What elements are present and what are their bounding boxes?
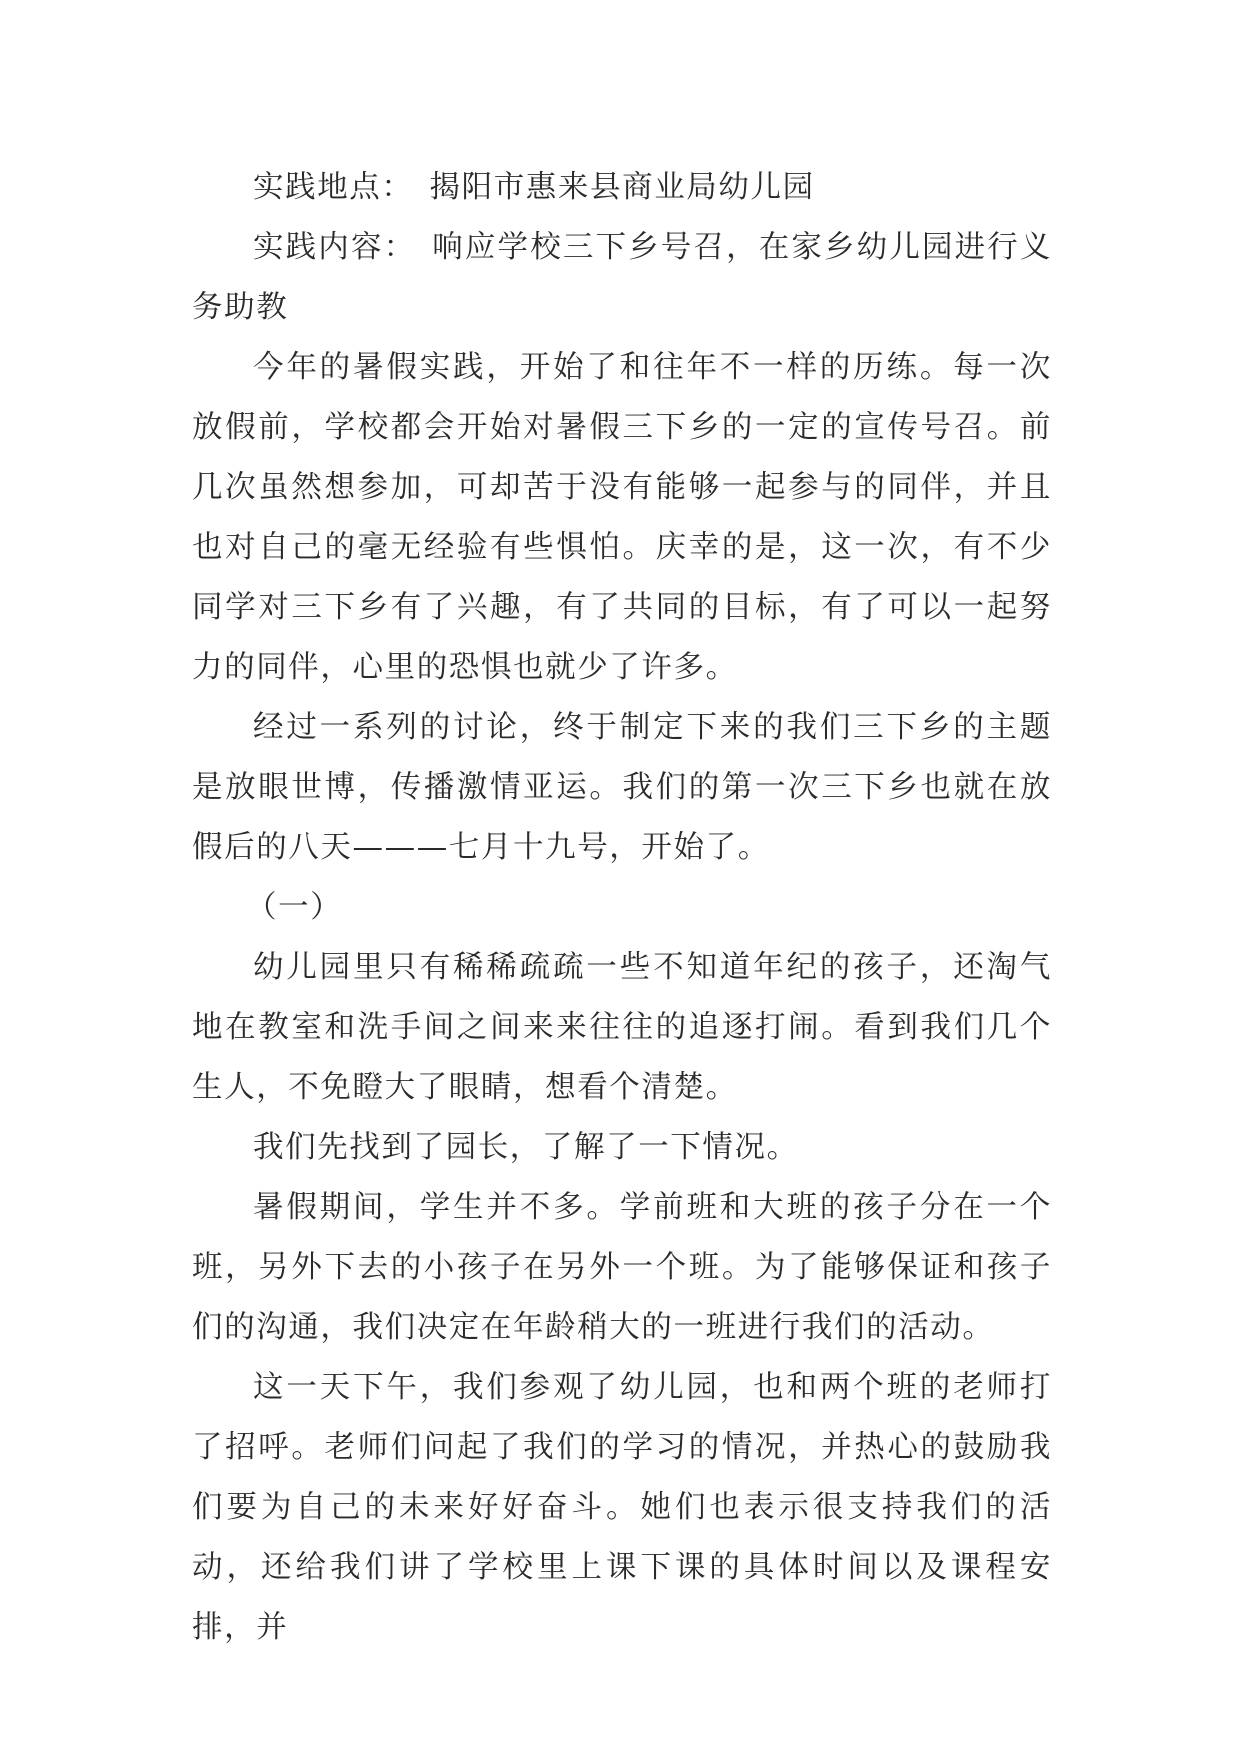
section-paragraph-3: 暑假期间，学生并不多。学前班和大班的孩子分在一个班，另外下去的小孩子在另外一个班。为了能够保证和孩子们的沟通，我们决定在年龄稍大的一班进行我们的活动。 — [192, 1190, 1052, 1345]
practice-location-label: 实践地点： — [253, 170, 414, 205]
practice-content-value: 响应学校三下乡号召，在家乡幼儿园进行义务助教 — [192, 230, 1053, 325]
section-paragraph-4: 这一天下午，我们参观了幼儿园，也和两个班的老师打了招呼。老师们问起了我们的学习的情况，并热心的鼓励我们要为自己的未来好好奋斗。她们也表示很支持我们的活动，还给我们讲了学校里上课下课的具体时间以及课程安排，并 — [192, 1370, 1052, 1645]
section-paragraph-1: 幼儿园里只有稀稀疏疏一些不知道年纪的孩子，还淘气地在教室和洗手间之间来来往往的追逐打闹。看到我们几个生人，不免瞪大了眼睛，想看个清楚。 — [192, 950, 1052, 1105]
body-paragraph-2: 经过一系列的讨论，终于制定下来的我们三下乡的主题是放眼世博，传播激情亚运。我们的第一次三下乡也就在放假后的八天———七月十九号，开始了。 — [192, 710, 1052, 865]
practice-content-label: 实践内容： — [253, 230, 417, 265]
body-paragraph-1: 今年的暑假实践，开始了和往年不一样的历练。每一次放假前，学校都会开始对暑假三下乡的一定的宣传号召。前几次虽然想参加，可却苦于没有能够一起参与的同伴，并且也对自己的毫无经验有些惧怕。庆幸的是，这一次，有不少同学对三下乡有了兴趣，有了共同的目标，有了可以一起努力的同伴，心里的恐惧也就少了许多。 — [192, 350, 1052, 685]
practice-location-value: 揭阳市惠来县商业局幼儿园 — [429, 170, 815, 205]
section-heading: （一） — [246, 890, 343, 925]
document-body — [192, 158, 1052, 1658]
section-paragraph-2: 我们先找到了园长，了解了一下情况。 — [253, 1130, 799, 1165]
practice-content — [192, 218, 1052, 338]
practice-location — [192, 158, 1052, 218]
